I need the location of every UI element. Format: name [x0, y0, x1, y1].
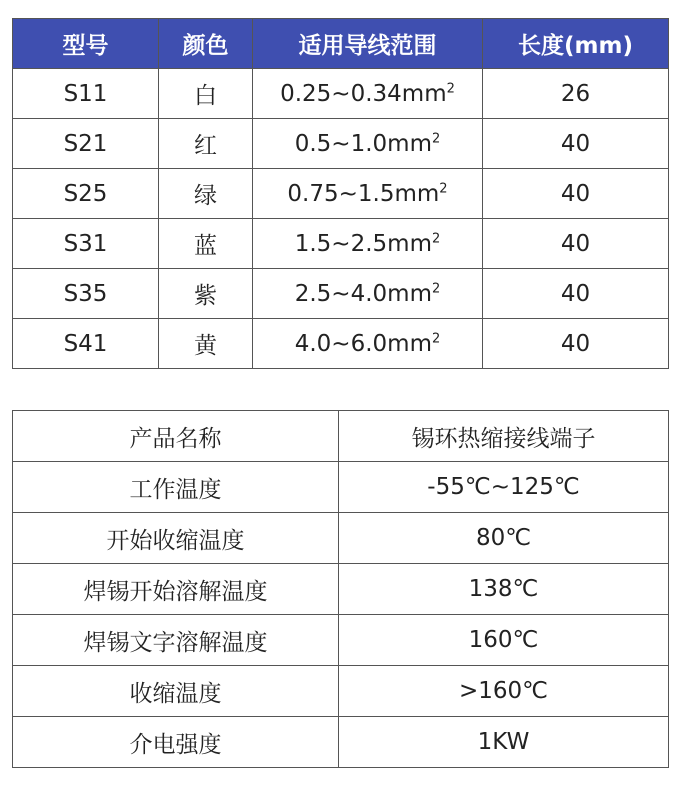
- table-row: [13, 717, 669, 768]
- property-label: 开始收缩温度: [13, 513, 339, 564]
- range-exponent: 2: [431, 280, 441, 296]
- property-value: 锡环热缩接线端子: [339, 411, 669, 462]
- range-value: 0.5~1.0mm: [294, 130, 432, 157]
- table-row: [13, 69, 669, 119]
- cell-color: 黄: [159, 319, 253, 369]
- property-label: 焊锡文字溶解温度: [13, 615, 339, 666]
- table-row: [13, 615, 669, 666]
- header-color: 颜色: [159, 19, 253, 69]
- cell-length: 40: [483, 169, 669, 219]
- cell-model: S35: [13, 269, 159, 319]
- table-row: [13, 411, 669, 462]
- cell-range: [253, 319, 483, 369]
- property-label: 收缩温度: [13, 666, 339, 717]
- cell-length: 40: [483, 219, 669, 269]
- table-row: [13, 169, 669, 219]
- property-value: 80℃: [339, 513, 669, 564]
- header-length: 长度(mm): [483, 19, 669, 69]
- spec-header-row: [13, 19, 669, 69]
- table-row: [13, 564, 669, 615]
- range-value: 1.5~2.5mm: [294, 230, 432, 257]
- product-info-table: [12, 410, 669, 768]
- range-exponent: 2: [431, 130, 441, 146]
- cell-range: [253, 69, 483, 119]
- header-model: 型号: [13, 19, 159, 69]
- table-row: [13, 119, 669, 169]
- cell-model: S21: [13, 119, 159, 169]
- cell-color: 绿: [159, 169, 253, 219]
- cell-length: 40: [483, 119, 669, 169]
- cell-range: [253, 169, 483, 219]
- property-value: -55℃~125℃: [339, 462, 669, 513]
- header-range: 适用导线范围: [253, 19, 483, 69]
- spec-table: [12, 18, 669, 369]
- property-label: 产品名称: [13, 411, 339, 462]
- table-row: [13, 269, 669, 319]
- property-label: 工作温度: [13, 462, 339, 513]
- cell-range: [253, 219, 483, 269]
- property-value: 138℃: [339, 564, 669, 615]
- cell-model: S25: [13, 169, 159, 219]
- range-value: 2.5~4.0mm: [294, 280, 432, 307]
- table-row: [13, 666, 669, 717]
- table-row: [13, 462, 669, 513]
- table-row: [13, 319, 669, 369]
- cell-color: 紫: [159, 269, 253, 319]
- property-value: 1KW: [339, 717, 669, 768]
- property-value: >160℃: [339, 666, 669, 717]
- cell-color: 白: [159, 69, 253, 119]
- range-exponent: 2: [431, 230, 441, 246]
- range-value: 4.0~6.0mm: [294, 330, 432, 357]
- range-exponent: 2: [431, 330, 441, 346]
- cell-length: 40: [483, 319, 669, 369]
- cell-model: S41: [13, 319, 159, 369]
- range-exponent: 2: [439, 180, 448, 196]
- cell-model: S31: [13, 219, 159, 269]
- property-value: 160℃: [339, 615, 669, 666]
- table-row: [13, 219, 669, 269]
- range-value: 0.25~0.34mm: [280, 80, 447, 107]
- range-value: 0.75~1.5mm: [287, 180, 440, 207]
- cell-color: 红: [159, 119, 253, 169]
- cell-length: 40: [483, 269, 669, 319]
- cell-model: S11: [13, 69, 159, 119]
- property-label: 介电强度: [13, 717, 339, 768]
- range-exponent: 2: [446, 80, 455, 96]
- table-row: [13, 513, 669, 564]
- cell-color: 蓝: [159, 219, 253, 269]
- cell-range: [253, 269, 483, 319]
- cell-range: [253, 119, 483, 169]
- property-label: 焊锡开始溶解温度: [13, 564, 339, 615]
- cell-length: 26: [483, 69, 669, 119]
